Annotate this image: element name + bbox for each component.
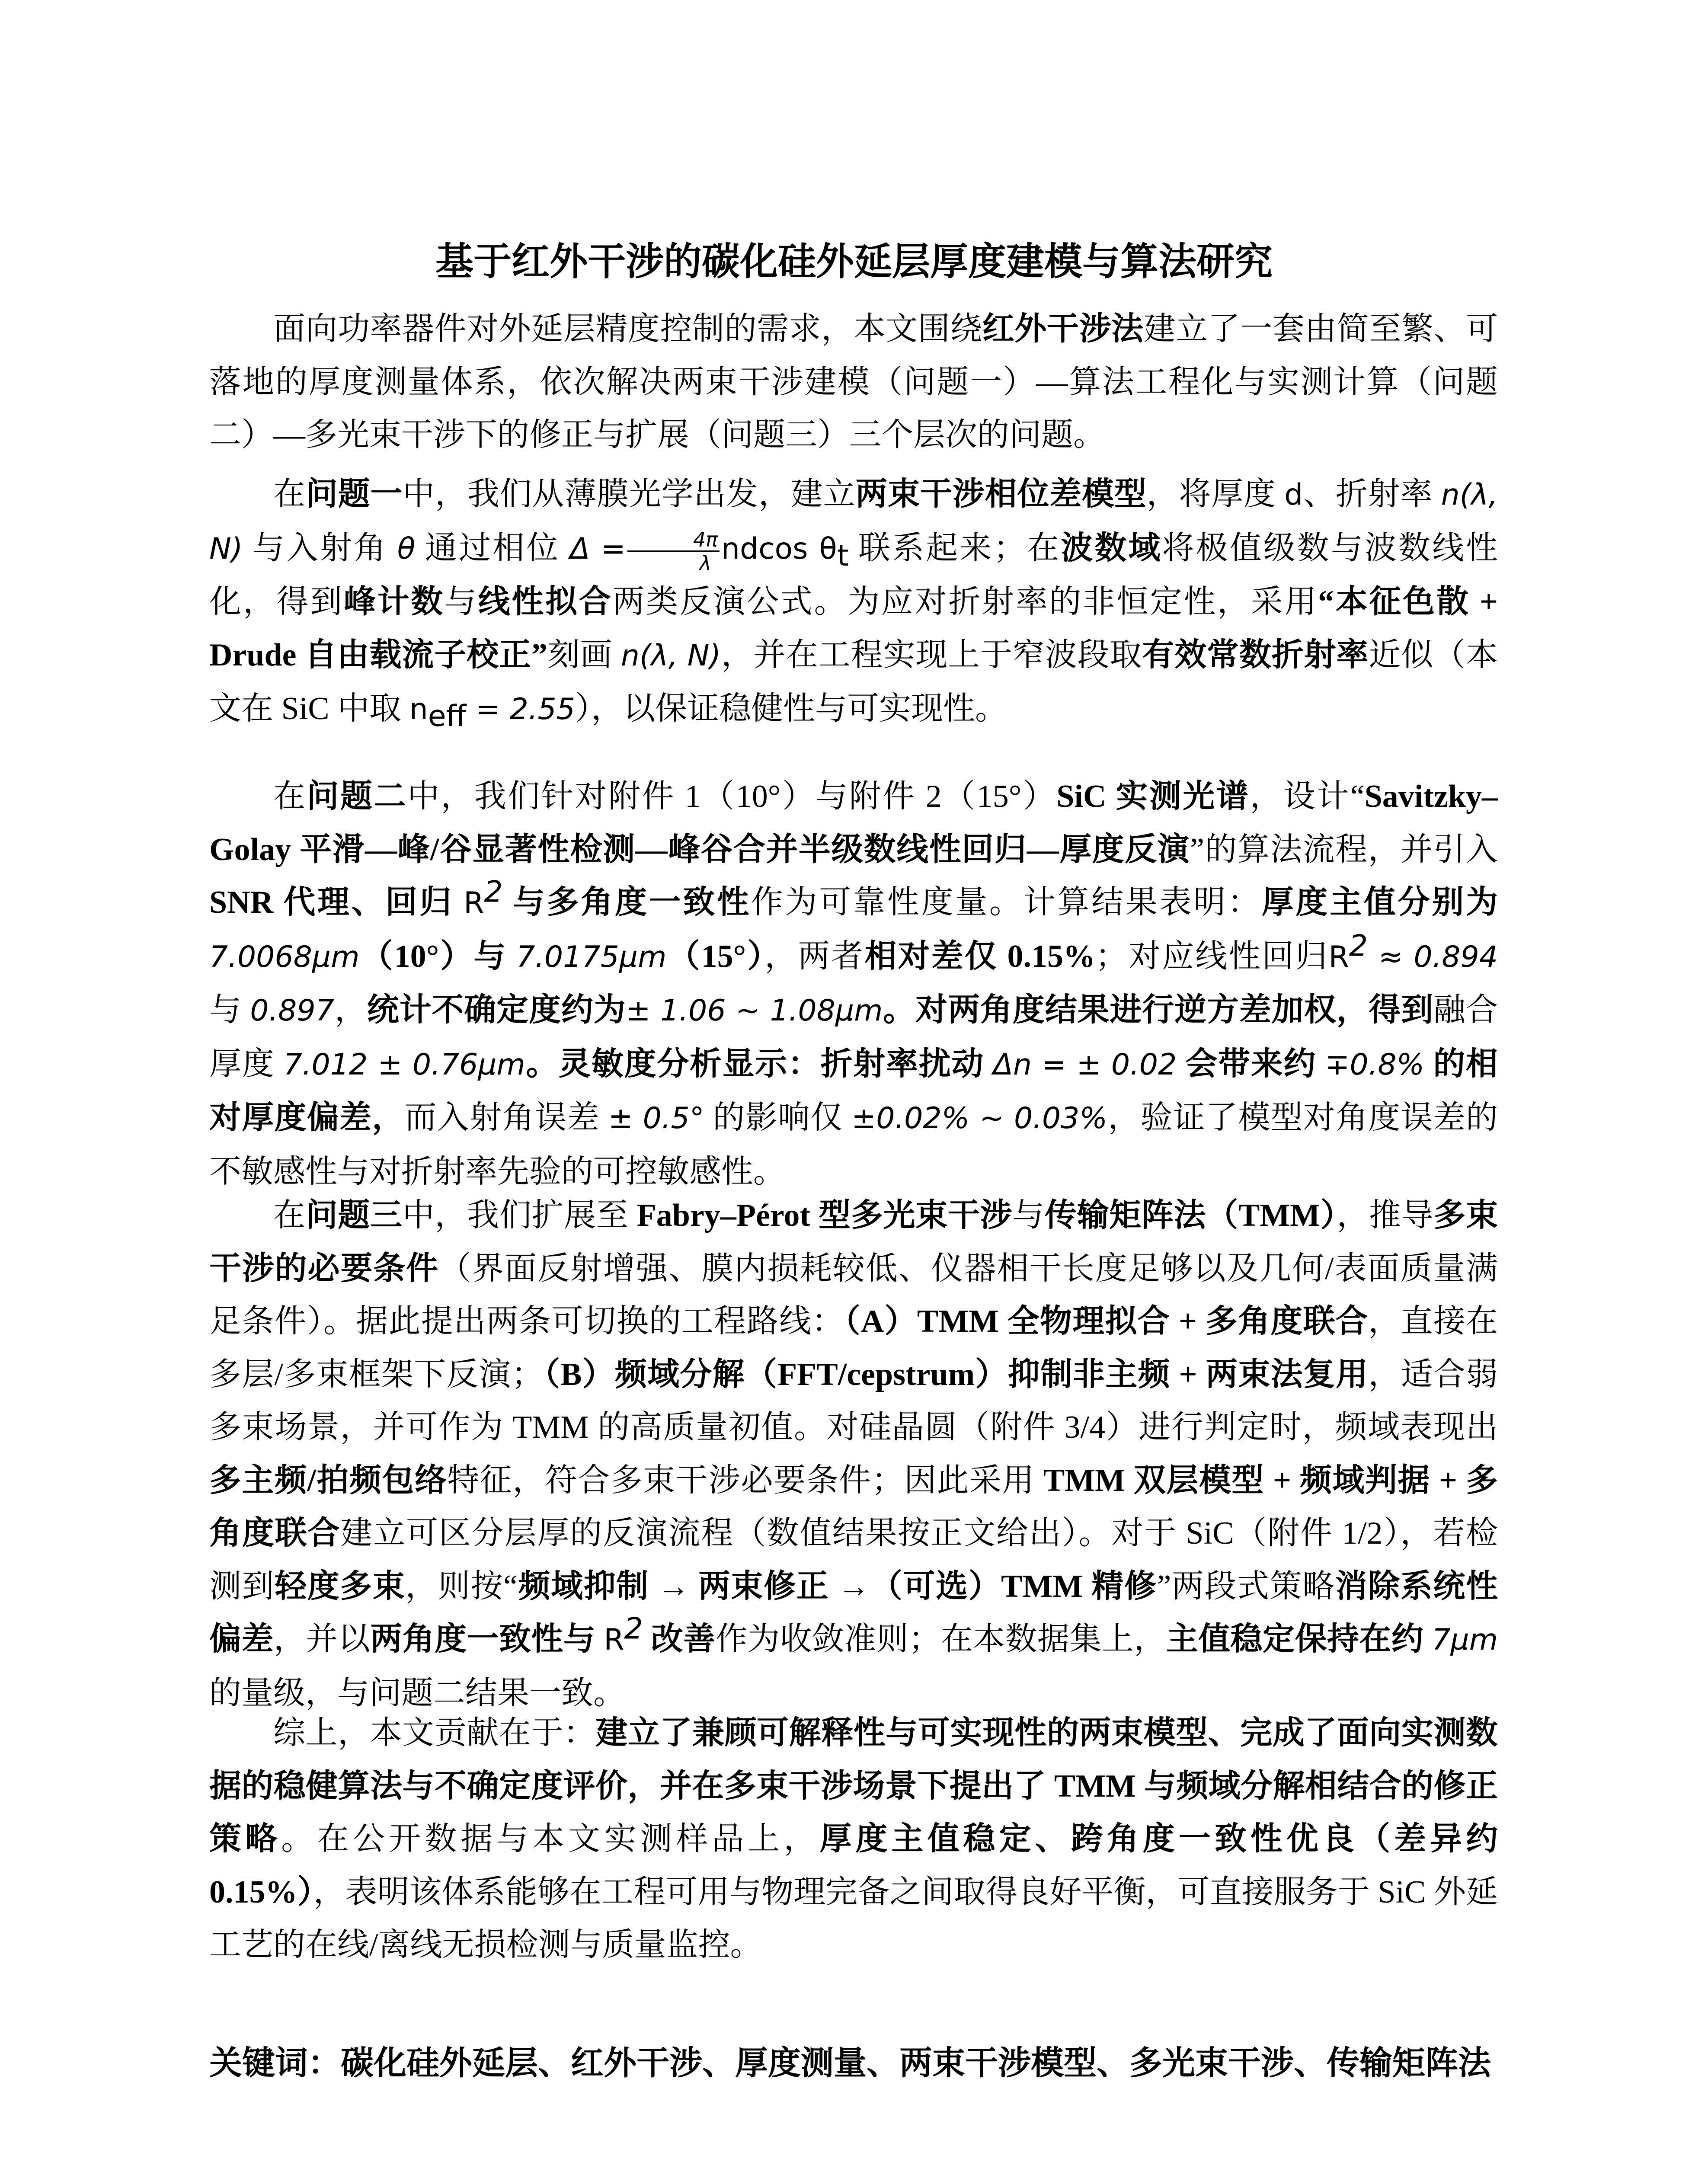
- text-run: 通过相位: [415, 530, 570, 566]
- math-symbol: ndcos θ: [721, 531, 837, 566]
- bold-run: 问题三: [305, 1198, 403, 1233]
- text-run: ”两段式策略: [1157, 1568, 1335, 1604]
- text-run: 与: [1012, 1198, 1045, 1233]
- text-run: 而入射角误差: [404, 1100, 608, 1135]
- bold-run: SNR 代理、回归: [209, 885, 464, 920]
- phase-fraction: [627, 529, 720, 574]
- text-run: ；对应线性回归: [1095, 938, 1329, 974]
- math-symbol: n(λ, N): [209, 478, 1498, 566]
- bold-run: 与多角度一致性: [502, 885, 751, 920]
- bold-run: （B）频域分解（FFT/cepstrum）抑制非主频 + 两束法复用: [543, 1356, 1369, 1392]
- text-run: 综上，本文贡献在于：: [273, 1715, 596, 1751]
- text-run: 的量级，与问题二结果一致。: [209, 1675, 625, 1711]
- text-run: ，适合弱多束场景，并可作为 TMM 的高质量初值。对硅晶圆（附件 3/4）进行判定时，频域表现出: [209, 1356, 1498, 1445]
- text-run: 两类反演公式。为应对折射率的非恒定性，采用: [612, 584, 1318, 620]
- bold-run: （A）TMM 全物理拟合 + 多角度联合: [844, 1304, 1369, 1339]
- bold-run: 消除系统性偏差: [209, 1568, 1498, 1657]
- math-symbol: d: [1284, 478, 1303, 512]
- bold-run: 线性拟合: [478, 584, 613, 620]
- text-run: ，设计“: [1250, 779, 1365, 814]
- math-superscript: 2: [624, 1612, 643, 1646]
- keywords-text: 碳化硅外延层、红外干涉、厚度测量、两束干涉模型、多光束干涉、传输矩阵法: [341, 2044, 1491, 2082]
- text-run: ，并以: [273, 1622, 371, 1657]
- text-run: 刻画: [547, 637, 621, 673]
- math-symbol: Δ =: [569, 531, 626, 566]
- bold-run: 红外干涉法: [982, 311, 1144, 347]
- math-value: 7.0068μm: [209, 940, 360, 974]
- bold-run: Fabry–Pérot 型多光束干涉: [637, 1198, 1013, 1233]
- math-value: ± 1.06 ~ 1.08μm: [626, 994, 883, 1028]
- text-run: ，直接在多层/多束框架下反演；: [209, 1304, 1498, 1392]
- text-run: 与: [209, 992, 250, 1028]
- math-value: Δn = ± 0.02: [993, 1047, 1177, 1082]
- math-value: ± 0.5°: [608, 1101, 704, 1135]
- text-run: ”的算法流程，并引入: [1190, 832, 1498, 867]
- text-run: ，验证了模型对角度误差的不敏感性与对折射率先验的可控敏感性。: [209, 1100, 1498, 1190]
- bold-run: （15°）: [666, 938, 765, 974]
- text-run: 建立可区分层厚的反演流程（数值结果按正文给出）。对于 SiC（附件 1/2），若检测到: [209, 1516, 1498, 1604]
- bold-run: 峰计数: [343, 584, 445, 620]
- text-run: 作为收敛准则；在本数据集上，: [715, 1622, 1166, 1657]
- text-run: 特征，符合多束干涉必要条件；因此采用: [447, 1462, 1043, 1498]
- text-run: ，推导: [1337, 1198, 1434, 1233]
- text-run: 在: [273, 779, 307, 814]
- bold-run: 统计不确定度约为: [367, 992, 626, 1028]
- bold-run: SiC 实测光谱: [1056, 779, 1250, 814]
- text-run: ，: [334, 992, 367, 1028]
- text-run: 中，我们扩展至: [402, 1198, 637, 1233]
- keywords: [209, 2037, 1498, 2089]
- text-run: 中，我们从薄膜光学出发，建立: [403, 477, 856, 512]
- abstract-paragraph-problem-3: [209, 1189, 1498, 1720]
- text-run: 在: [273, 1198, 306, 1233]
- bold-run: 传输矩阵法（TMM）: [1044, 1198, 1337, 1233]
- bold-run: 主值稳定保持在约: [1166, 1622, 1432, 1657]
- text-run: 联系起来；在: [848, 530, 1061, 566]
- bold-run: 厚度主值分别为: [1261, 885, 1498, 920]
- bold-run: 轻度多束: [275, 1568, 406, 1604]
- math-symbol: R: [604, 1623, 624, 1657]
- math-symbol: θ: [397, 531, 416, 566]
- bold-run: “本征色散 + Drude 自由载流子校正”: [209, 584, 1498, 673]
- math-value: ≈ 0.894: [1368, 940, 1498, 974]
- bold-run: 。对两角度结果进行逆方差加权，得到: [883, 992, 1434, 1028]
- bold-run: 的相对厚度偏差，: [209, 1046, 1498, 1135]
- bold-run: 改善: [643, 1622, 716, 1657]
- bold-run: TMM 双层模型 + 频域判据 + 多角度联合: [209, 1462, 1498, 1551]
- math-value: ∓0.8%: [1325, 1047, 1425, 1082]
- text-run: ，则按“: [405, 1568, 518, 1604]
- bold-run: 问题二: [307, 779, 407, 814]
- math-symbol: R: [464, 886, 484, 920]
- text-run: ，将厚度: [1146, 477, 1285, 512]
- abstract-paragraph-summary: [209, 1707, 1498, 1972]
- math-subscript: eff: [428, 699, 467, 733]
- math-value: 7μm: [1432, 1623, 1498, 1657]
- paper-title: 基于红外干涉的碳化硅外延层厚度建模与算法研究: [435, 239, 1273, 284]
- bold-run: （10°）与: [359, 938, 516, 974]
- bold-run: 两束干涉相位差模型: [855, 477, 1147, 512]
- text-run: 在: [273, 477, 306, 512]
- bold-run: 问题一: [305, 477, 403, 512]
- math-symbol: R: [1328, 940, 1349, 974]
- math-superscript: 2: [484, 875, 503, 909]
- bold-run: 多主频/拍频包络: [209, 1462, 448, 1498]
- text-run: 与入射角: [243, 530, 397, 566]
- text-run: 的影响仅: [704, 1100, 852, 1135]
- math-symbol: = 2.55: [466, 692, 575, 726]
- bold-run: Savitzky–Golay 平滑—峰/谷显著性检测—峰谷合并半级数线性回归—厚度反演: [209, 779, 1498, 867]
- math-subscript: t: [837, 538, 849, 573]
- fraction-numerator: 4π: [627, 529, 720, 552]
- math-value: 7.0175μm: [516, 940, 667, 974]
- text-run: 、折射率: [1303, 477, 1441, 512]
- bold-run: 有效常数折射率: [1142, 637, 1369, 673]
- fraction-denominator: λ: [699, 551, 711, 575]
- text-run: 建立了一套由简至繁、可落地的厚度测量体系，依次解决两束干涉建模（问题一）—算法工程化与实测计算（问题二）—多光束干涉下的修正与扩展（问题三）三个层次的问题。: [209, 311, 1498, 453]
- math-value: ±0.02% ~ 0.03%: [851, 1101, 1108, 1135]
- bold-run: 多束干涉的必要条件: [209, 1198, 1498, 1286]
- abstract-paragraph-problem-2: [209, 770, 1498, 1198]
- text-run: 。在公开数据与本文实测样品上，: [281, 1821, 820, 1857]
- text-run: 融合厚度: [209, 992, 1498, 1082]
- text-run: 作为可靠性度量。计算结果表明：: [751, 885, 1262, 920]
- math-symbol: n: [409, 692, 428, 726]
- math-superscript: 2: [1349, 928, 1368, 963]
- bold-run: 建立了兼顾可解释性与可实现性的两束模型、完成了面向实测数据的稳健算法与不确定度评价，并在多束干涉场景下提出了 TMM 与频域分解相结合的修正策略: [209, 1715, 1498, 1857]
- bold-run: 相对差仅 0.15%: [864, 938, 1095, 974]
- text-run: （界面反射增强、膜内损耗较低、仪器相干长度足够以及几何/表面质量满足条件）。据此提出两条可切换的工程路线：: [209, 1251, 1498, 1339]
- bold-run: 会带来约: [1177, 1046, 1325, 1082]
- abstract-paragraph-problem-1: [209, 468, 1498, 736]
- bold-run: 厚度主值稳定、跨角度一致性优良（差异约 0.15%）: [209, 1821, 1498, 1910]
- bold-run: 两角度一致性与: [370, 1622, 604, 1657]
- math-symbol: n(λ, N): [621, 638, 721, 673]
- bold-run: 。灵敏度分析显示：折射率扰动: [525, 1046, 993, 1082]
- text-run: ），以保证稳健性与可实现性。: [575, 691, 1007, 726]
- bold-run: 波数域: [1061, 530, 1162, 566]
- text-run: 近似（本文在 SiC 中取: [209, 637, 1498, 726]
- text-run: 面向功率器件对外延层精度控制的需求，本文围绕: [273, 311, 982, 347]
- text-run: ，并在工程实现上于窄波段取: [721, 637, 1142, 673]
- text-run: 将极值级数与波数线性化，得到: [209, 530, 1498, 620]
- math-value: 7.012 ± 0.76μm: [283, 1047, 525, 1082]
- text-run: 与: [444, 584, 478, 620]
- abstract-paragraph-intro: [209, 303, 1498, 462]
- text-run: 中，我们针对附件 1（10°）与附件 2（15°）: [407, 779, 1057, 814]
- text-run: ，两者: [764, 938, 865, 974]
- text-run: ，表明该体系能够在工程可用与物理完备之间取得良好平衡，可直接服务于 SiC 外延工艺的在线/离线无损检测与质量监控。: [209, 1874, 1498, 1963]
- math-value: 0.897: [250, 994, 334, 1028]
- keywords-label: 关键词：: [209, 2044, 341, 2082]
- bold-run: 频域抑制 → 两束修正 →（可选）TMM 精修: [517, 1568, 1157, 1604]
